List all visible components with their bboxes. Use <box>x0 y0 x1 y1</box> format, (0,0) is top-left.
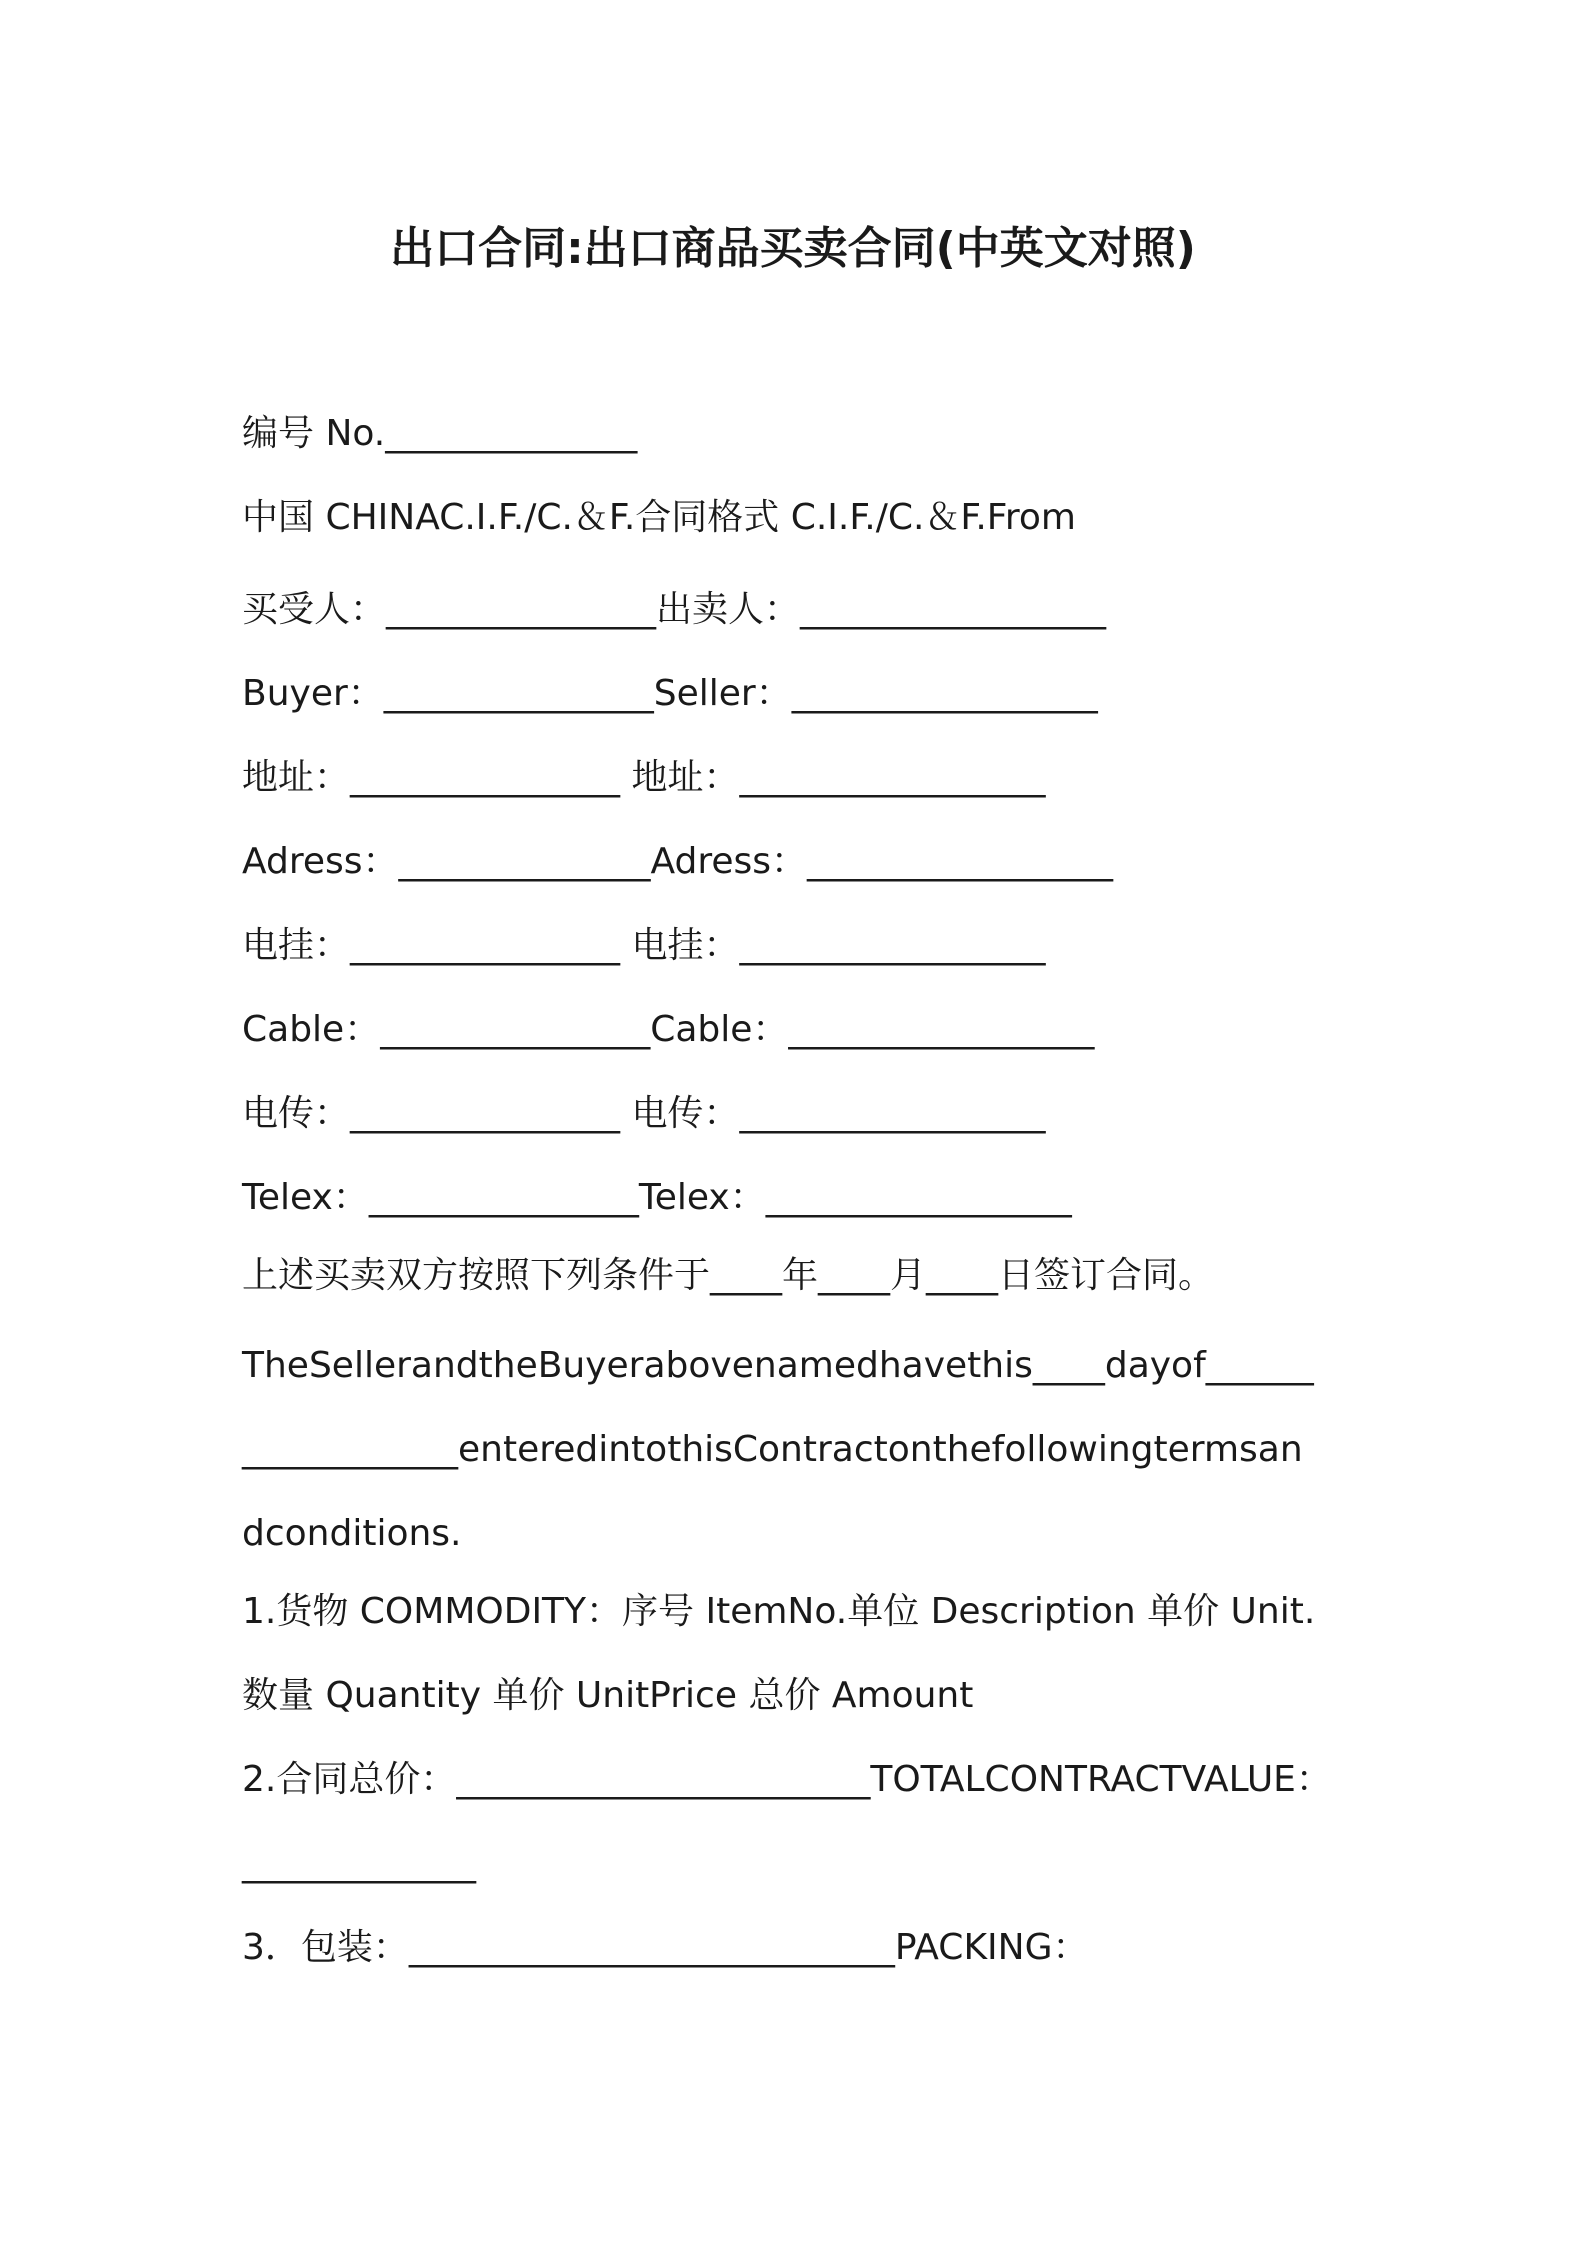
address-cn-line: 地址：_______________ 地址：_________________ <box>242 757 1046 798</box>
signing-date-en-line-3: dconditions. <box>242 1513 462 1554</box>
commodity-line-1: 1.货物 COMMODITY：序号 ItemNo.单位 Description 单价 Unit. <box>242 1591 1316 1632</box>
buyer-seller-cn-line: 买受人：_______________出卖人：_________________ <box>242 589 1107 630</box>
cable-en-line: Cable：_______________Cable：_________________ <box>242 1009 1095 1050</box>
total-value-continuation-line: _____________ <box>242 1843 476 1884</box>
telex-cn-line: 电传：_______________ 电传：_________________ <box>242 1093 1046 1134</box>
commodity-line-2: 数量 Quantity 单价 UnitPrice 总价 Amount <box>242 1675 974 1716</box>
contract-number-line: 编号 No.______________ <box>242 413 638 454</box>
telex-en-line: Telex：_______________Telex：_________________ <box>242 1177 1072 1218</box>
address-en-line: Adress：______________Adress：_________________ <box>242 841 1114 882</box>
signing-date-cn-line: 上述买卖双方按照下列条件于____年____月____日签订合同。 <box>242 1255 1215 1296</box>
document-title: 出口合同:出口商品买卖合同(中英文对照) <box>390 223 1196 274</box>
cable-cn-line: 电挂：_______________ 电挂：_________________ <box>242 925 1046 966</box>
total-value-line: 2.合同总价：_______________________TOTALCONTRACTVALUE： <box>242 1759 1332 1800</box>
contract-format-line: 中国 CHINAC.I.F./C.＆F.合同格式 C.I.F./C.＆F.From <box>242 497 1076 538</box>
packing-line: 3．包装：___________________________PACKING： <box>242 1927 1089 1968</box>
buyer-seller-en-line: Buyer：_______________Seller：_________________ <box>242 673 1098 714</box>
signing-date-en-line-1: TheSellerandtheBuyerabovenamedhavethis____dayof______ <box>242 1345 1314 1386</box>
signing-date-en-line-2: ____________enteredintothisContractonthefollowingtermsan <box>242 1429 1303 1470</box>
